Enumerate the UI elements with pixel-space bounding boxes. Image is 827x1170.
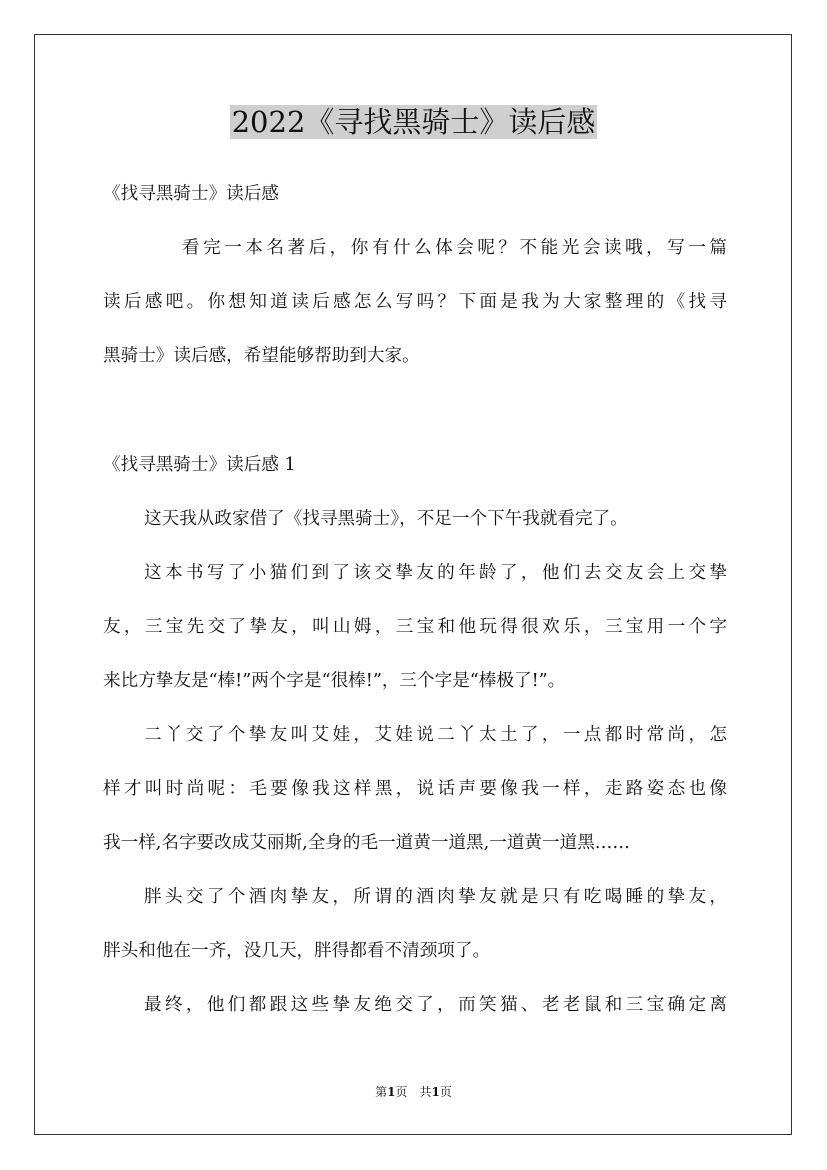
intro-line-1: 看完一本名著后，你有什么体会呢？不能光会读哦，写一篇 [182,238,727,258]
intro-line-3: 黑骑士》读后感，希望能够帮助到大家。 [103,346,420,366]
document-title-text: 2022《寻找黑骑士》读后感 [231,105,596,139]
body-line-6: 样才叫时尚呢：毛要像我这样黑，说话声要像我一样，走路姿态也像 [103,779,727,799]
document-subtitle: 《找寻黑骑士》读后感 [103,184,279,204]
footer-page-current: 1 [387,1085,396,1099]
body-line-9: 胖头和他在一齐，没几天，胖得都看不清颈项了。 [103,941,491,961]
body-line-1: 这天我从政家借了《找寻黑骑士》，不足一个下午我就看完了。 [144,509,628,529]
body-line-3: 友，三宝先交了挚友，叫山姆，三宝和他玩得很欢乐，三宝用一个字 [103,617,727,637]
footer-page-mid: 页 共 [395,1085,432,1099]
body-line-2: 这本书写了小猫们到了该交挚友的年龄了，他们去交友会上交挚 [144,563,727,583]
body-line-8: 胖头交了个酒肉挚友，所谓的酒肉挚友就是只有吃喝睡的挚友， [144,887,727,907]
intro-line-2: 读后感吧。你想知道读后感怎么写吗？下面是我为大家整理的《找寻 [103,292,727,312]
footer-page-prefix: 第 [375,1085,388,1099]
section-heading: 《找寻黑骑士》读后感 1 [103,455,296,475]
footer-page-suffix: 页 [439,1085,452,1099]
body-line-7: 我一样,名字要改成艾丽斯,全身的毛一道黄一道黑,一道黄一道黑…… [103,833,630,853]
footer-page-total: 1 [431,1085,440,1099]
body-line-5: 二丫交了个挚友叫艾娃，艾娃说二丫太土了，一点都时常尚，怎 [144,725,727,745]
page-footer [0,1084,827,1100]
body-line-10: 最终，他们都跟这些挚友绝交了，而笑猫、老老鼠和三宝确定离 [144,995,727,1015]
body-line-4: 来比方挚友是“棒!”两个字是“很棒!”，三个字是“棒极了!”。 [103,671,566,691]
document-title [0,103,827,141]
